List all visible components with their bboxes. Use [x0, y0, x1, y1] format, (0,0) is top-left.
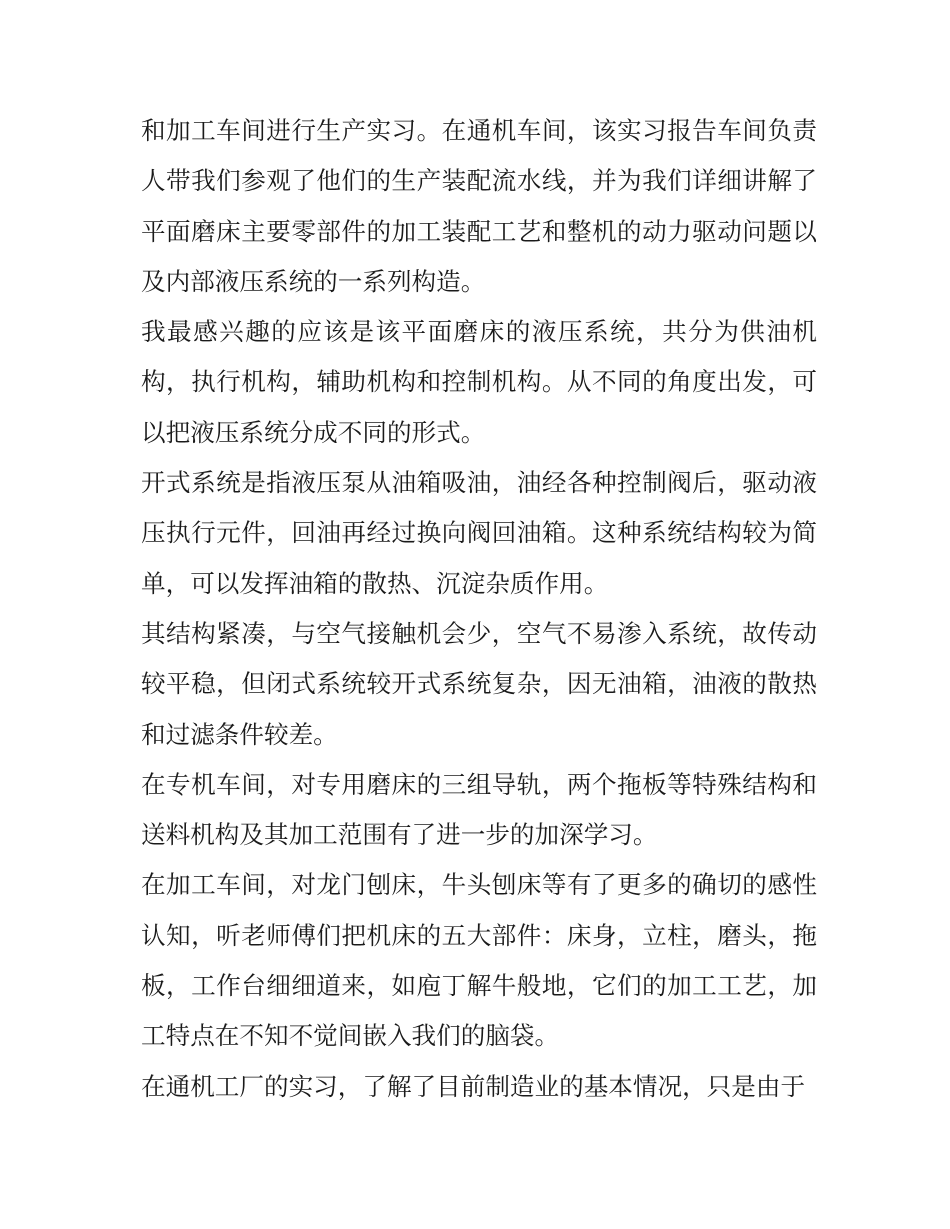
paragraph: 在加工车间，对龙门刨床，牛头刨床等有了更多的确切的感性认知，听老师傅们把机床的五大部件：床身，立柱，磨头，拖板，工作台细细道来，如庖丁解牛般地，它们的加工工艺，加工特点在不知不觉间嵌入我们的脑袋。	[141, 870, 817, 1051]
paragraph: 其结构紧凑，与空气接触机会少，空气不易渗入系统，故传动较平稳，但闭式系统较开式系统复杂，因无油箱，油液的散热和过滤条件较差。	[141, 618, 817, 749]
paragraph: 我最感兴趣的应该是该平面磨床的液压系统，共分为供油机构，执行机构，辅助机构和控制机构。从不同的角度出发，可以把液压系统分成不同的形式。	[141, 317, 817, 447]
body-text	[141, 106, 817, 1112]
paragraph: 和加工车间进行生产实习。在通机车间，该实习报告车间负责人带我们参观了他们的生产装配流水线，并为我们详细讲解了平面磨床主要零部件的加工装配工艺和整机的动力驱动问题以及内部液压系统的一系列构造。	[141, 116, 817, 296]
paragraph: 在专机车间，对专用磨床的三组导轨，两个拖板等特殊结构和送料机构及其加工范围有了进一步的加深学习。	[141, 769, 817, 850]
paragraph: 开式系统是指液压泵从油箱吸油，油经各种控制阀后，驱动液压执行元件，回油再经过换向阀回油箱。这种系统结构较为简单，可以发挥油箱的散热、沉淀杂质作用。	[141, 468, 817, 598]
paragraph: 在通机工厂的实习，了解了目前制造业的基本情况，只是由于	[141, 1071, 806, 1101]
